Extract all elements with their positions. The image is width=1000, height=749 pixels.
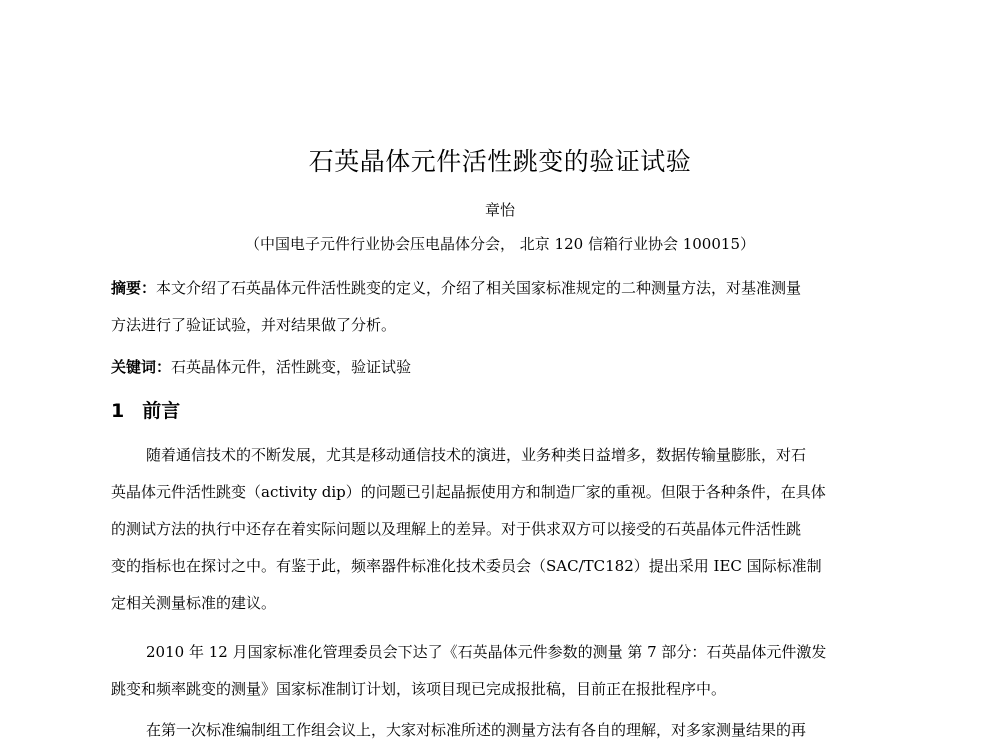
abstract-line: 方法进行了验证试验，并对结果做了分析。 <box>111 316 397 334</box>
keywords-text: 石英晶体元件，活性跳变，验证试验 <box>171 358 412 376</box>
keywords-block <box>111 349 919 386</box>
paper-affiliation: （中国电子元件行业协会压电晶体分会， 北京 120 信箱行业协会 100015） <box>245 235 755 253</box>
paragraph-3 <box>111 712 919 749</box>
section-title: 前言 <box>142 400 181 422</box>
paragraph-line: 2010 年 12 月国家标准化管理委员会下达了《石英晶体元件参数的测量 第 7 部分：石英晶体元件激发 <box>146 643 827 661</box>
abstract-label: 摘要： <box>111 279 157 297</box>
paragraph-2 <box>111 634 919 708</box>
section-number: 1 <box>111 400 125 422</box>
paragraph-line: 变的指标也在探讨之中。有鉴于此，频率器件标准化技术委员会（SAC/TC182）提出采用 IEC 国际标准制 <box>111 557 822 575</box>
paper-title: 石英晶体元件活性跳变的验证试验 <box>308 147 692 176</box>
paragraph-line: 随着通信技术的不断发展，尤其是移动通信技术的演进，业务种类日益增多，数据传输量膨胀，对石 <box>146 446 807 464</box>
paragraph-line: 英晶体元件活性跳变（activity dip）的问题已引起晶振使用方和制造厂家的重视。但限于各种条件，在具体 <box>111 483 826 501</box>
paragraph-line: 跳变和频率跳变的测量》国家标准制订计划，该项目现已完成报批稿，目前正在报批程序中。 <box>111 680 727 698</box>
abstract-text: 本文介绍了石英晶体元件活性跳变的定义，介绍了相关国家标准规定的二种测量方法，对基准测量 <box>156 279 802 297</box>
paper-author: 章怡 <box>484 201 515 219</box>
paragraph-1 <box>111 437 919 622</box>
abstract-block <box>111 270 919 344</box>
paragraph-line: 在第一次标准编制组工作组会议上，大家对标准所述的测量方法有各自的理解，对多家测量结果的再 <box>146 721 807 739</box>
section-heading <box>111 393 180 429</box>
abstract-line <box>111 270 919 307</box>
paragraph-line: 的测试方法的执行中还存在着实际问题以及理解上的差异。对于供求双方可以接受的石英晶体元件活性跳 <box>111 520 802 538</box>
keywords-label: 关键词： <box>111 358 172 376</box>
paragraph-line: 定相关测量标准的建议。 <box>111 594 277 612</box>
